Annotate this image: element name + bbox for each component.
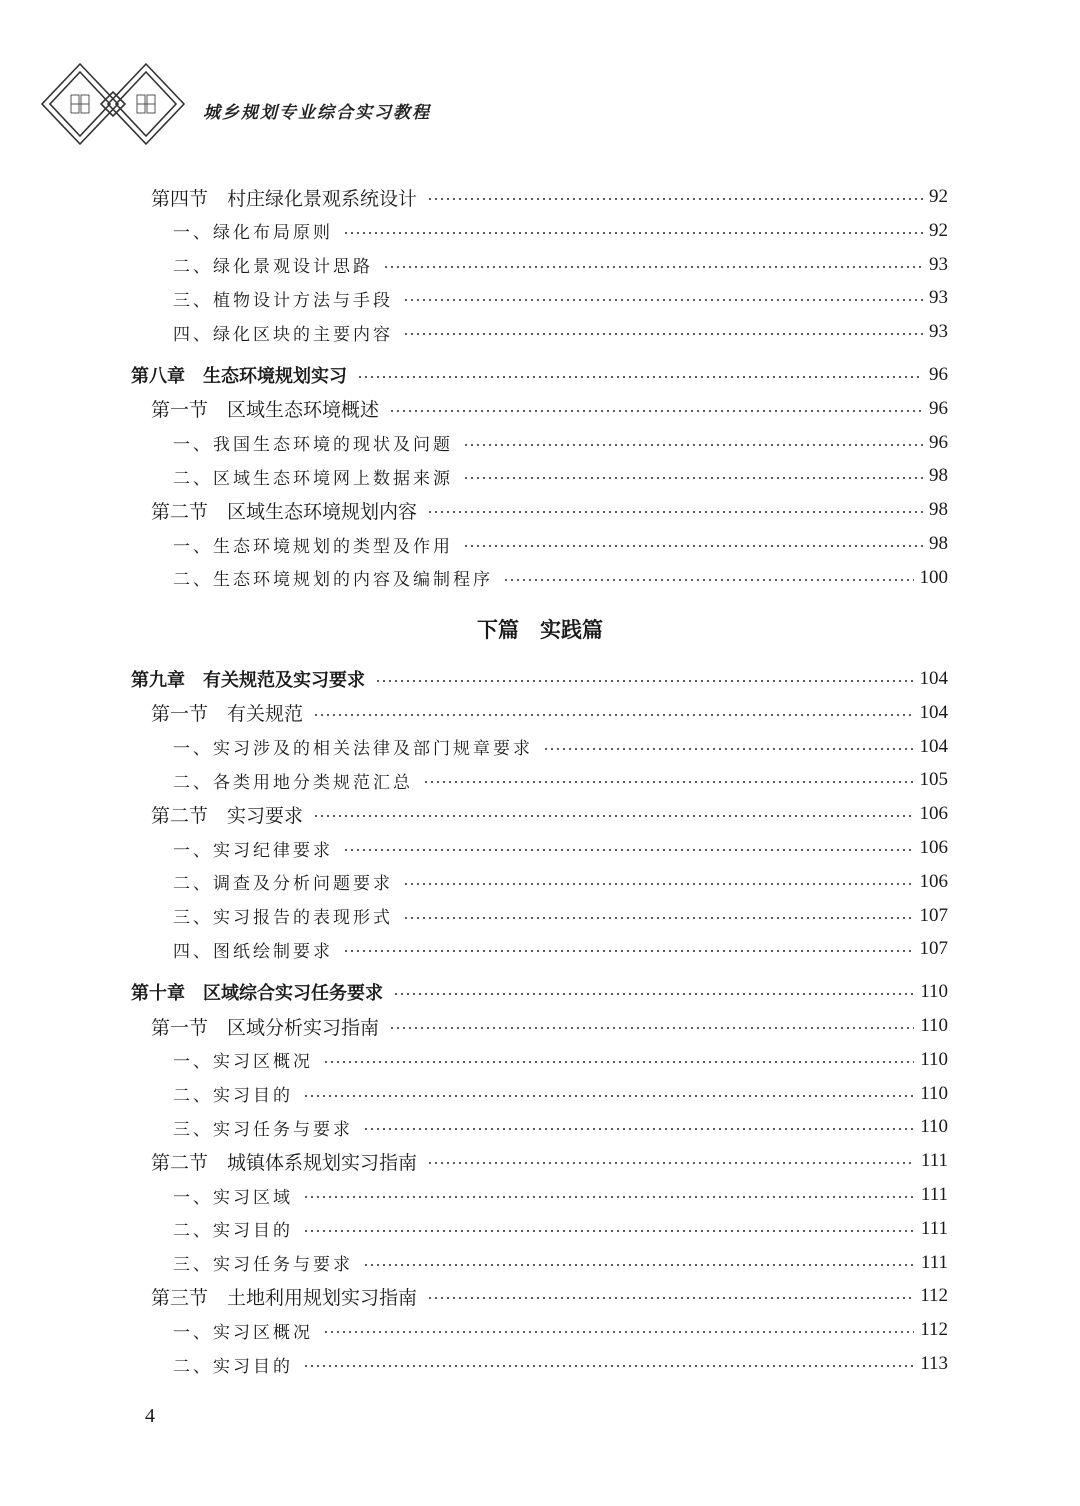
toc-entry-item <box>173 934 948 964</box>
toc-entry-label: 三、实习任务与要求 <box>173 1255 353 1276</box>
toc-entry-item <box>173 765 948 795</box>
toc-entry-page: 111 <box>920 1150 948 1172</box>
leader-dots <box>303 1196 915 1198</box>
toc-entry-chapter <box>131 664 948 694</box>
toc-entry-label: 三、植物设计方法与手段 <box>173 290 393 311</box>
toc-entry-label: 第九章 有关规范及实习要求 <box>131 670 365 691</box>
toc-entry-page: 111 <box>920 1251 948 1273</box>
toc-entry-item <box>173 317 948 347</box>
toc-entry-label: 第三节 土地利用规划实习指南 <box>151 1286 418 1309</box>
leader-dots <box>463 444 923 446</box>
book-title: 城乡规划专业综合实习教程 <box>203 103 431 123</box>
toc-entry-section <box>151 799 948 829</box>
toc-entry-label: 二、实习目的 <box>173 1356 293 1377</box>
toc-entry-item <box>173 216 948 246</box>
leader-dots <box>303 1095 914 1097</box>
leader-dots <box>403 917 914 919</box>
toc-entry-item <box>173 1315 948 1345</box>
toc-entry-item <box>173 1349 948 1379</box>
toc-entry-page: 110 <box>920 1116 948 1138</box>
toc-entry-label: 二、各类用地分类规范汇总 <box>173 772 413 793</box>
leader-dots <box>427 511 923 513</box>
toc-entry-page: 92 <box>929 186 948 207</box>
toc-entry-label: 四、绿化区块的主要内容 <box>173 324 393 345</box>
leader-dots <box>375 680 914 682</box>
toc-entry-page: 96 <box>929 397 948 419</box>
toc-entry-label: 第一节 有关规范 <box>151 703 304 726</box>
leader-dots <box>403 883 914 885</box>
leader-dots <box>389 410 923 412</box>
leader-dots <box>427 198 923 200</box>
toc-entry-item <box>173 1214 948 1244</box>
toc-entry-page: 98 <box>929 533 948 554</box>
toc-entry-item <box>173 1180 948 1210</box>
toc-entry-item <box>173 833 948 863</box>
leader-dots <box>389 1027 914 1029</box>
toc-entry-label: 二、生态环境规划的内容及编制程序 <box>173 570 493 591</box>
toc-entry-label: 一、实习区概况 <box>173 1322 313 1343</box>
toc-entry-label: 一、实习区概况 <box>173 1052 313 1073</box>
leader-dots <box>503 579 914 581</box>
leader-dots <box>363 1264 915 1266</box>
toc-entry-label: 一、实习纪律要求 <box>173 840 333 861</box>
toc-entry-page: 107 <box>919 904 948 926</box>
toc-entry-page: 93 <box>929 321 948 343</box>
toc-entry-item <box>173 529 948 559</box>
toc-entry-section <box>151 182 948 212</box>
toc-entry-page: 98 <box>929 499 948 521</box>
toc-entry-page: 96 <box>929 431 948 453</box>
leader-dots <box>403 299 923 301</box>
toc-entry-section <box>151 1281 948 1311</box>
toc-entry-label: 二、实习目的 <box>173 1086 293 1107</box>
toc-entry-label: 一、实习区域 <box>173 1187 293 1208</box>
leader-dots <box>303 1365 914 1367</box>
toc-entry-label: 第八章 生态环境规划实习 <box>131 366 347 387</box>
toc-entry-label: 第一节 区域分析实习指南 <box>151 1016 380 1039</box>
toc-entry-page: 107 <box>919 938 948 960</box>
toc-entry-item <box>173 867 948 897</box>
toc-entry-page: 110 <box>920 1015 948 1036</box>
toc-entry-item <box>173 563 948 593</box>
toc-entry-item <box>173 1079 948 1109</box>
leader-dots <box>427 1162 915 1164</box>
toc-entry-page: 106 <box>919 870 948 892</box>
toc-entry-page: 96 <box>929 364 948 385</box>
toc-entry-page: 104 <box>919 701 948 723</box>
toc-entry-label: 二、调查及分析问题要求 <box>173 874 393 895</box>
leader-dots <box>423 781 914 783</box>
toc-entry-item <box>173 732 948 762</box>
leader-dots <box>383 266 923 268</box>
leader-dots <box>313 714 913 716</box>
leader-dots <box>427 1297 914 1299</box>
toc-entry-label: 四、图纸绘制要求 <box>173 941 333 962</box>
toc-entry-label: 一、我国生态环境的现状及问题 <box>173 435 453 456</box>
toc-entry-page: 98 <box>929 465 948 487</box>
leader-dots <box>357 376 923 378</box>
toc-entry-page: 106 <box>919 803 948 825</box>
toc-entry-item <box>173 1112 948 1142</box>
toc-entry-item <box>173 1248 948 1278</box>
toc-entry-label: 第二节 实习要求 <box>151 804 304 827</box>
toc-entry-item <box>173 283 948 313</box>
toc-entry-item <box>173 1045 948 1075</box>
toc-entry-chapter <box>131 977 948 1007</box>
toc-entry-label: 第十章 区域综合实习任务要求 <box>131 983 383 1005</box>
part-title: 下篇 实践篇 <box>477 618 603 642</box>
toc-entry-label: 第二节 区域生态环境规划内容 <box>151 500 418 523</box>
leader-dots <box>313 815 913 817</box>
leader-dots <box>463 477 923 479</box>
toc-entry-chapter <box>131 360 948 390</box>
leader-dots <box>303 1230 915 1232</box>
leader-dots <box>363 1128 914 1130</box>
leader-dots <box>323 1331 914 1333</box>
toc-entry-section <box>151 394 948 424</box>
leader-dots <box>343 232 923 234</box>
toc-entry-label: 三、实习报告的表现形式 <box>173 908 393 929</box>
toc-entry-label: 第二节 城镇体系规划实习指南 <box>151 1151 418 1174</box>
book-emblem-icon <box>38 58 188 164</box>
leader-dots <box>463 545 923 547</box>
toc-entry-label: 二、绿化景观设计思路 <box>173 257 373 278</box>
toc-entry-page: 112 <box>920 1285 948 1307</box>
toc-entry-page: 110 <box>920 1048 948 1070</box>
toc-entry-section <box>151 1011 948 1041</box>
leader-dots <box>543 748 914 750</box>
toc-entry-label: 第四节 村庄绿化景观系统设计 <box>151 187 418 210</box>
toc-entry-section <box>151 1146 948 1176</box>
toc-entry-page: 105 <box>919 769 948 791</box>
leader-dots <box>403 333 923 335</box>
toc-entry-page: 104 <box>919 735 948 757</box>
page-header <box>38 58 638 168</box>
leader-dots <box>343 849 914 851</box>
toc-entry-page: 111 <box>920 1217 948 1239</box>
toc-entry-page: 110 <box>920 981 948 1003</box>
toc-entry-page: 111 <box>920 1184 948 1205</box>
toc-entry-label: 一、实习涉及的相关法律及部门规章要求 <box>173 739 533 760</box>
toc-entry-page: 110 <box>920 1082 948 1104</box>
toc-entry-item <box>173 461 948 491</box>
toc-entry-page: 104 <box>919 668 948 689</box>
toc-entry-page: 93 <box>929 253 948 275</box>
toc-entry-label: 二、区域生态环境网上数据来源 <box>173 468 453 489</box>
toc-entry-page: 93 <box>929 287 948 309</box>
page-number: 4 <box>145 1405 155 1427</box>
toc-entry-section <box>151 698 948 728</box>
toc-entry-item <box>173 428 948 458</box>
toc-entry-page: 112 <box>920 1319 948 1341</box>
toc-entry-item <box>173 250 948 280</box>
toc-entry-label: 一、绿化布局原则 <box>173 223 333 244</box>
leader-dots <box>323 1061 914 1063</box>
toc-entry-item <box>173 901 948 931</box>
toc-entry-section <box>151 495 948 525</box>
toc-entry-page: 106 <box>919 837 948 858</box>
toc-entry-page: 100 <box>919 566 948 588</box>
toc-entry-page: 113 <box>920 1353 948 1374</box>
toc-entry-label: 一、生态环境规划的类型及作用 <box>173 536 453 557</box>
toc-entry-label: 第一节 区域生态环境概述 <box>151 399 380 422</box>
leader-dots <box>393 993 914 995</box>
toc-entry-label: 三、实习任务与要求 <box>173 1119 353 1140</box>
leader-dots <box>343 950 914 952</box>
toc-entry-page: 92 <box>929 219 948 241</box>
toc-entry-label: 二、实习目的 <box>173 1221 293 1242</box>
